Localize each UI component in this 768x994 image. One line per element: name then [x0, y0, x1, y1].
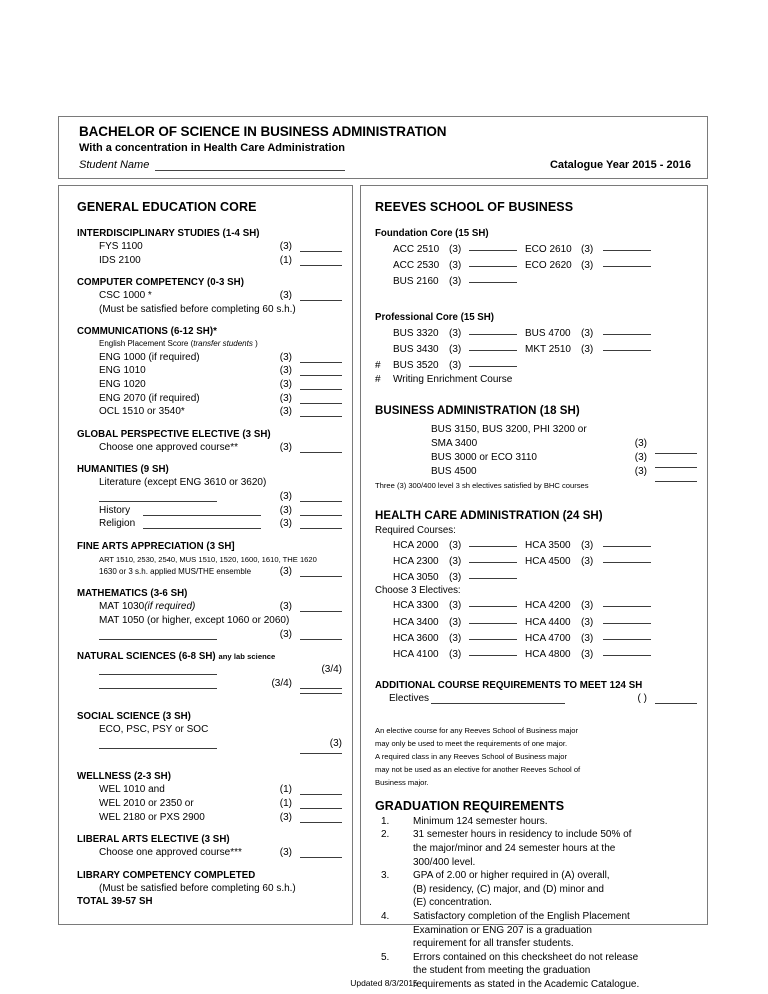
hash-marker: # [375, 374, 381, 386]
course-row [77, 392, 342, 406]
computer-competency-note: (Must be satisfied before completing 60 s.h.) [99, 303, 296, 315]
course-blank-field[interactable] [655, 703, 697, 704]
section-title [77, 651, 342, 662]
course-hours: (1) [279, 254, 292, 266]
course-row [77, 364, 342, 378]
list-line: Minimum 124 semester hours. [413, 815, 548, 827]
course-name: Choose one approved course*** [99, 847, 242, 859]
course-row [77, 628, 342, 642]
list-item-number: 3. [381, 870, 390, 882]
course-hours: (3) [581, 616, 594, 628]
required-courses-label: Required Courses: [375, 524, 456, 536]
section-library-competency [77, 870, 342, 908]
course-hours: (3) [329, 737, 342, 749]
course-blank-field[interactable] [603, 645, 651, 656]
list-line: (B) residency, (C) major, and (D) minor and [413, 883, 604, 895]
section-heading-reeves-school: REEVES SCHOOL OF BUSINESS [375, 200, 574, 214]
social-science-options [77, 723, 342, 737]
disclaimer-line: Business major. [375, 777, 429, 787]
list-line: Satisfactory completion of the English Placement [413, 910, 630, 922]
footer-updated-date: Updated 8/3/2015 [350, 978, 418, 988]
course-hours: (3) [279, 518, 292, 530]
course-row [77, 254, 342, 268]
course-name: HCA 3050 [393, 572, 439, 584]
writing-enrichment-label: Writing Enrichment Course [393, 374, 513, 386]
electives-blank-field[interactable] [431, 703, 565, 704]
list-line: Examination or ENG 207 is a graduation [413, 924, 592, 936]
section-title: Foundation Core (15 SH) [375, 228, 489, 239]
course-hours: (3) [581, 649, 594, 661]
course-name: BUS 3320 [393, 327, 439, 339]
social-science-options-text: ECO, PSC, PSY or SOC [99, 724, 209, 736]
course-hours: (3) [279, 565, 292, 577]
section-title: COMPUTER COMPETENCY (0-3 SH) [77, 277, 244, 289]
section-title: INTERDISCIPLINARY STUDIES (1-4 SH) [77, 228, 260, 239]
course-hours: (3) [449, 539, 462, 551]
library-competency-note: (Must be satisfied before completing 60 s.h.) [99, 882, 296, 894]
course-name: WEL 1010 and [99, 784, 165, 796]
catalogue-year: Catalogue Year 2015 - 2016 [549, 159, 691, 171]
course-blank-field[interactable] [300, 611, 342, 612]
course-hours: (3) [449, 616, 462, 628]
course-blank-field[interactable] [603, 629, 651, 640]
course-blank-field[interactable] [300, 416, 342, 417]
course-row [77, 405, 342, 419]
course-hours: (3) [279, 441, 292, 453]
course-name: ACC 2530 [393, 260, 440, 272]
course-name: HCA 4800 [525, 649, 571, 661]
section-social-science [77, 711, 342, 761]
course-blank-field[interactable] [469, 596, 517, 607]
course-name: BUS 4700 [525, 327, 571, 339]
course-blank-field[interactable] [603, 613, 651, 624]
section-title: SOCIAL SCIENCE (3 SH) [77, 711, 191, 723]
writing-enrichment-row [375, 373, 697, 387]
list-item-number: 1. [381, 815, 390, 827]
section-communications [77, 326, 342, 418]
course-blank-field[interactable] [655, 440, 697, 454]
section-fine-arts-appreciation [77, 541, 342, 579]
course-blank-field[interactable] [603, 256, 651, 267]
course-name: HCA 3600 [393, 632, 439, 644]
course-hours: (3/4) [271, 677, 292, 689]
course-hours: (3) [279, 392, 292, 404]
natural-science-blank-field[interactable] [99, 688, 217, 689]
course-blank-field[interactable] [469, 536, 517, 547]
list-line: requirement for all transfer students. [413, 938, 574, 950]
course-blank-field[interactable] [300, 794, 342, 795]
section-title: GRADUATION REQUIREMENTS [375, 798, 565, 813]
list-line: 300/400 level. [413, 856, 476, 868]
fine-arts-line2-text: 1630 or 3 s.h. applied MUS/THE ensemble [99, 566, 252, 576]
course-blank-field[interactable] [603, 324, 651, 335]
course-hours: (1) [279, 784, 292, 796]
course-blank-field[interactable] [300, 251, 342, 252]
course-blank-field[interactable] [300, 576, 342, 577]
course-blank-field[interactable] [300, 300, 342, 301]
course-name: ECO 2610 [525, 244, 572, 255]
course-hours: (3) [449, 632, 462, 644]
placement-note-prefix: English Placement Score ( [99, 339, 194, 349]
course-name: HCA 4500 [525, 556, 571, 568]
course-hours: (3) [449, 649, 462, 661]
list-line: Errors contained on this checksheet do not release [413, 951, 639, 963]
course-name: HCA 4100 [393, 649, 439, 661]
section-title: LIBERAL ARTS ELECTIVE (3 SH) [77, 834, 230, 846]
course-name: HCA 3400 [393, 616, 439, 628]
course-blank-field[interactable] [469, 629, 517, 640]
elective-disclaimer [375, 724, 697, 789]
section-computer-competency [77, 277, 342, 316]
list-line: GPA of 2.00 or higher required in (A) overall, [413, 870, 610, 882]
list-item-text [413, 910, 697, 951]
section-professional-core [375, 312, 697, 387]
course-name: HCA 3300 [393, 600, 439, 612]
course-blank-field[interactable] [469, 645, 517, 656]
course-name: HCA 4400 [525, 616, 571, 628]
natural-science-blank-field[interactable] [99, 674, 217, 675]
section-title: COMMUNICATIONS (6-12 SH)* [77, 326, 217, 338]
course-hours: (3) [581, 244, 594, 255]
section-liberal-arts-elective [77, 834, 342, 860]
disclaimer-line: An elective course for any Reeves School of Business major [375, 725, 579, 735]
course-hours: (3) [581, 539, 594, 551]
section-title: LIBRARY COMPETENCY COMPLETED [77, 869, 256, 881]
course-row [77, 737, 342, 751]
course-name: History [99, 504, 131, 516]
course-name: ACC 2510 [393, 244, 440, 255]
course-blank-field[interactable] [300, 389, 342, 390]
section-title-qualifier: any lab science [218, 652, 276, 662]
course-hours: (3) [279, 628, 292, 640]
humanities-blank-field[interactable] [99, 501, 217, 502]
course-hours: (3) [449, 600, 462, 612]
course-name: Choose one approved course** [99, 441, 238, 453]
course-row [77, 351, 342, 365]
course-row [77, 797, 342, 811]
literature-label-text: Literature (except ENG 3610 or 3620) [99, 477, 267, 489]
course-row [77, 690, 342, 701]
course-hours: (1) [279, 798, 292, 810]
header-box [58, 116, 708, 179]
course-blank-field[interactable] [655, 454, 697, 468]
student-name-label: Student Name [79, 159, 150, 171]
section-title: GLOBAL PERSPECTIVE ELECTIVE (3 SH) [77, 428, 271, 440]
list-line: the student from meeting the graduation [413, 965, 591, 977]
course-name: SMA 3400 [431, 437, 478, 449]
electives-row [375, 692, 697, 706]
electives-hours: ( ) [637, 693, 647, 705]
course-name: CSC 1000 * [99, 290, 152, 302]
course-name: Religion [99, 518, 136, 530]
section-natural-sciences [77, 651, 342, 701]
fine-arts-courses-line2 [77, 566, 342, 579]
course-hours: (3) [279, 290, 292, 302]
graduation-requirements-list [375, 815, 697, 992]
health-care-required-grid [375, 537, 697, 586]
list-item [375, 869, 697, 910]
section-humanities [77, 464, 342, 530]
course-hours: (3) [634, 437, 647, 449]
list-item [375, 828, 697, 869]
course-blank-field[interactable] [469, 240, 517, 251]
course-name: HCA 2000 [393, 539, 439, 551]
course-name: FYS 1100 [99, 241, 143, 252]
course-name: HCA 2300 [393, 556, 439, 568]
course-row [375, 465, 697, 479]
course-row [77, 289, 342, 303]
course-hours: (3) [581, 327, 594, 339]
general-education-total: TOTAL 39-57 SH [77, 896, 153, 908]
course-name: BUS 4500 [431, 465, 477, 477]
section-health-care-administration [375, 510, 697, 662]
course-name: ENG 1000 (if required) [99, 351, 200, 363]
course-name: MAT 1050 (or higher, except 1060 or 2060) [99, 614, 290, 626]
list-line: 31 semester hours in residency to include 50% of [413, 829, 632, 841]
section-title: Professional Core (15 SH) [375, 311, 494, 323]
section-foundation-core [375, 228, 697, 290]
course-blank-field[interactable] [469, 272, 517, 283]
course-blank-field[interactable] [300, 403, 342, 404]
course-blank-field[interactable] [603, 240, 651, 251]
business-admin-option-line [375, 423, 697, 437]
course-hours: (3) [449, 327, 462, 339]
course-hours: (3) [279, 601, 292, 613]
course-name: BUS 3430 [393, 343, 439, 355]
course-hours: (3) [581, 343, 594, 355]
course-hours: (3) [279, 811, 292, 823]
section-title: ADDITIONAL COURSE REQUIREMENTS TO MEET 124 SH [375, 680, 643, 692]
section-title: HEALTH CARE ADMINISTRATION (24 SH) [375, 509, 603, 522]
course-name: ENG 2070 (if required) [99, 392, 200, 404]
course-name: ENG 1010 [99, 365, 146, 377]
list-item-text [413, 869, 697, 910]
course-hours: (3) [449, 572, 462, 584]
course-blank-field[interactable] [300, 857, 342, 858]
course-name: BUS 2160 [393, 276, 439, 288]
section-title: FINE ARTS APPRECIATION (3 SH] [77, 540, 235, 552]
course-blank-field[interactable] [603, 536, 651, 547]
course-hours: (3) [279, 379, 292, 391]
course-blank-field[interactable] [469, 324, 517, 335]
course-blank-field[interactable] [300, 501, 342, 502]
social-science-blank-field[interactable] [99, 748, 217, 749]
course-hours: (3) [449, 556, 462, 568]
course-blank-field[interactable] [300, 688, 342, 689]
page-title: BACHELOR OF SCIENCE IN BUSINESS ADMINISTRATION [79, 124, 447, 139]
course-row [77, 441, 342, 455]
section-mathematics [77, 588, 342, 641]
course-blank-field[interactable] [469, 256, 517, 267]
course-hours: (3) [449, 260, 462, 272]
course-hours: (3) [279, 504, 292, 516]
course-hours: (3) [581, 556, 594, 568]
choose-electives-label: Choose 3 Electives: [375, 585, 461, 597]
course-name: BUS 3000 or ECO 3110 [431, 451, 537, 463]
course-blank-field[interactable] [300, 693, 342, 694]
course-row [375, 451, 697, 465]
course-blank-field[interactable] [655, 468, 697, 482]
course-blank-field[interactable] [300, 753, 342, 754]
course-hours: (3) [449, 276, 462, 288]
section-graduation-requirements [375, 799, 697, 992]
course-row [77, 677, 342, 691]
course-hours: (3) [279, 491, 292, 503]
course-hours: (3) [279, 365, 292, 377]
course-hours: (3) [279, 406, 292, 418]
general-education-column [58, 185, 353, 925]
course-blank-field[interactable] [603, 552, 651, 563]
fine-arts-courses-line1: ART 1510, 2530, 2540, MUS 1510, 1520, 1600, 1610, THE 1620 [99, 554, 317, 564]
course-row [77, 600, 342, 614]
course-name: HCA 4200 [525, 600, 571, 612]
section-title: HUMANITIES (9 SH) [77, 464, 169, 476]
business-admin-option-text: BUS 3150, BUS 3200, PHI 3200 or [431, 423, 587, 435]
course-hours: (3) [279, 241, 292, 252]
course-row [77, 517, 342, 531]
list-item [375, 815, 697, 829]
list-line: (E) concentration. [413, 897, 492, 909]
list-item [375, 910, 697, 951]
course-name: ENG 1020 [99, 379, 146, 391]
list-item-number: 5. [381, 951, 390, 963]
course-hours: (3) [634, 451, 647, 463]
course-name: ECO 2620 [525, 260, 572, 272]
course-name: HCA 3500 [525, 539, 571, 551]
humanities-blank-field[interactable] [143, 528, 261, 529]
course-blank-field[interactable] [603, 340, 651, 351]
course-hours: (3) [279, 351, 292, 363]
placement-note-suffix: ) [252, 339, 258, 349]
course-blank-field[interactable] [469, 356, 517, 367]
course-name: OCL 1510 or 3540* [99, 406, 185, 418]
hash-marker: # [375, 360, 381, 372]
page-subtitle: With a concentration in Health Care Administration [79, 142, 345, 154]
course-hours: (3) [581, 600, 594, 612]
course-hours: (3) [581, 260, 594, 272]
course-hours: (3) [449, 360, 462, 372]
course-name: BUS 3520 [393, 360, 439, 372]
course-blank-field[interactable] [603, 596, 651, 607]
course-row [77, 846, 342, 860]
course-row [77, 663, 342, 677]
disclaimer-line: may only be used to meet the requirements of one major. [375, 738, 568, 748]
section-interdisciplinary-studies [77, 228, 342, 267]
section-global-perspective-elective [77, 429, 342, 455]
electives-label: Electives [389, 693, 430, 705]
math-blank-field[interactable] [99, 639, 217, 640]
course-row [375, 437, 697, 451]
course-row [77, 783, 342, 797]
literature-label [77, 476, 342, 490]
course-name: IDS 2100 [99, 254, 141, 266]
section-title-text: NATURAL SCIENCES (6-8 SH) [77, 651, 216, 663]
student-name-input[interactable] [155, 159, 345, 171]
student-name-row [79, 159, 691, 171]
section-title: BUSINESS ADMINISTRATION (18 SH) [375, 404, 580, 417]
section-wellness [77, 771, 342, 824]
course-row [77, 614, 342, 628]
course-row [77, 240, 342, 254]
section-title: MATHEMATICS (3-6 SH) [77, 588, 188, 600]
course-hours: (3) [449, 343, 462, 355]
course-name-qualifier: (if required) [144, 601, 196, 613]
list-line: requirements as stated in the Academic Catalogue. [413, 978, 640, 990]
course-hours: (3/4) [321, 664, 342, 676]
course-row [77, 378, 342, 392]
course-blank-field[interactable] [469, 552, 517, 563]
section-additional-requirements [375, 680, 697, 706]
disclaimer-line: A required class in any Reeves School of Business major [375, 751, 568, 761]
course-row [77, 811, 342, 825]
list-item-number: 4. [381, 910, 390, 922]
list-item-text [413, 815, 697, 829]
business-admin-elective-note: Three (3) 300/400 level 3 sh electives satisfied by BHC courses [375, 480, 589, 490]
list-item-text [413, 828, 697, 869]
course-blank-field[interactable] [300, 528, 342, 529]
course-blank-field[interactable] [300, 265, 342, 266]
course-blank-field[interactable] [300, 375, 342, 376]
course-blank-field[interactable] [300, 452, 342, 453]
course-blank-field[interactable] [300, 808, 342, 809]
course-name: HCA 4700 [525, 632, 571, 644]
course-blank-field[interactable] [469, 568, 517, 579]
course-blank-field[interactable] [300, 639, 342, 640]
list-line: the major/minor and 24 semester hours at the [413, 843, 616, 855]
health-care-electives-grid [375, 597, 697, 662]
placement-note-emphasis: transfer students [193, 339, 253, 349]
list-item-number: 2. [381, 829, 390, 841]
course-hours: (3) [449, 244, 462, 255]
course-blank-field[interactable] [300, 515, 342, 516]
course-hours: (3) [634, 465, 647, 477]
course-name: WEL 2010 or 2350 or [99, 798, 194, 810]
course-blank-field[interactable] [300, 362, 342, 363]
section-title: WELLNESS (2-3 SH) [77, 771, 171, 783]
course-hours: (3) [581, 632, 594, 644]
course-hours: (3) [279, 847, 292, 859]
english-placement-note [77, 338, 342, 351]
humanities-blank-field[interactable] [143, 515, 261, 516]
course-blank-field[interactable] [469, 613, 517, 624]
course-row [77, 504, 342, 518]
professional-core-grid [375, 325, 697, 374]
course-row [77, 490, 342, 504]
foundation-core-grid [375, 241, 697, 290]
section-business-administration [375, 405, 697, 492]
course-blank-field[interactable] [300, 822, 342, 823]
course-row [77, 750, 342, 761]
course-name: MAT 1030 [99, 601, 145, 613]
disclaimer-line: may not be used as an elective for another Reeves School of [375, 764, 581, 774]
section-heading-general-education: GENERAL EDUCATION CORE [77, 200, 257, 214]
course-name: MKT 2510 [525, 343, 571, 355]
course-name: WEL 2180 or PXS 2900 [99, 811, 205, 823]
course-blank-field[interactable] [469, 340, 517, 351]
